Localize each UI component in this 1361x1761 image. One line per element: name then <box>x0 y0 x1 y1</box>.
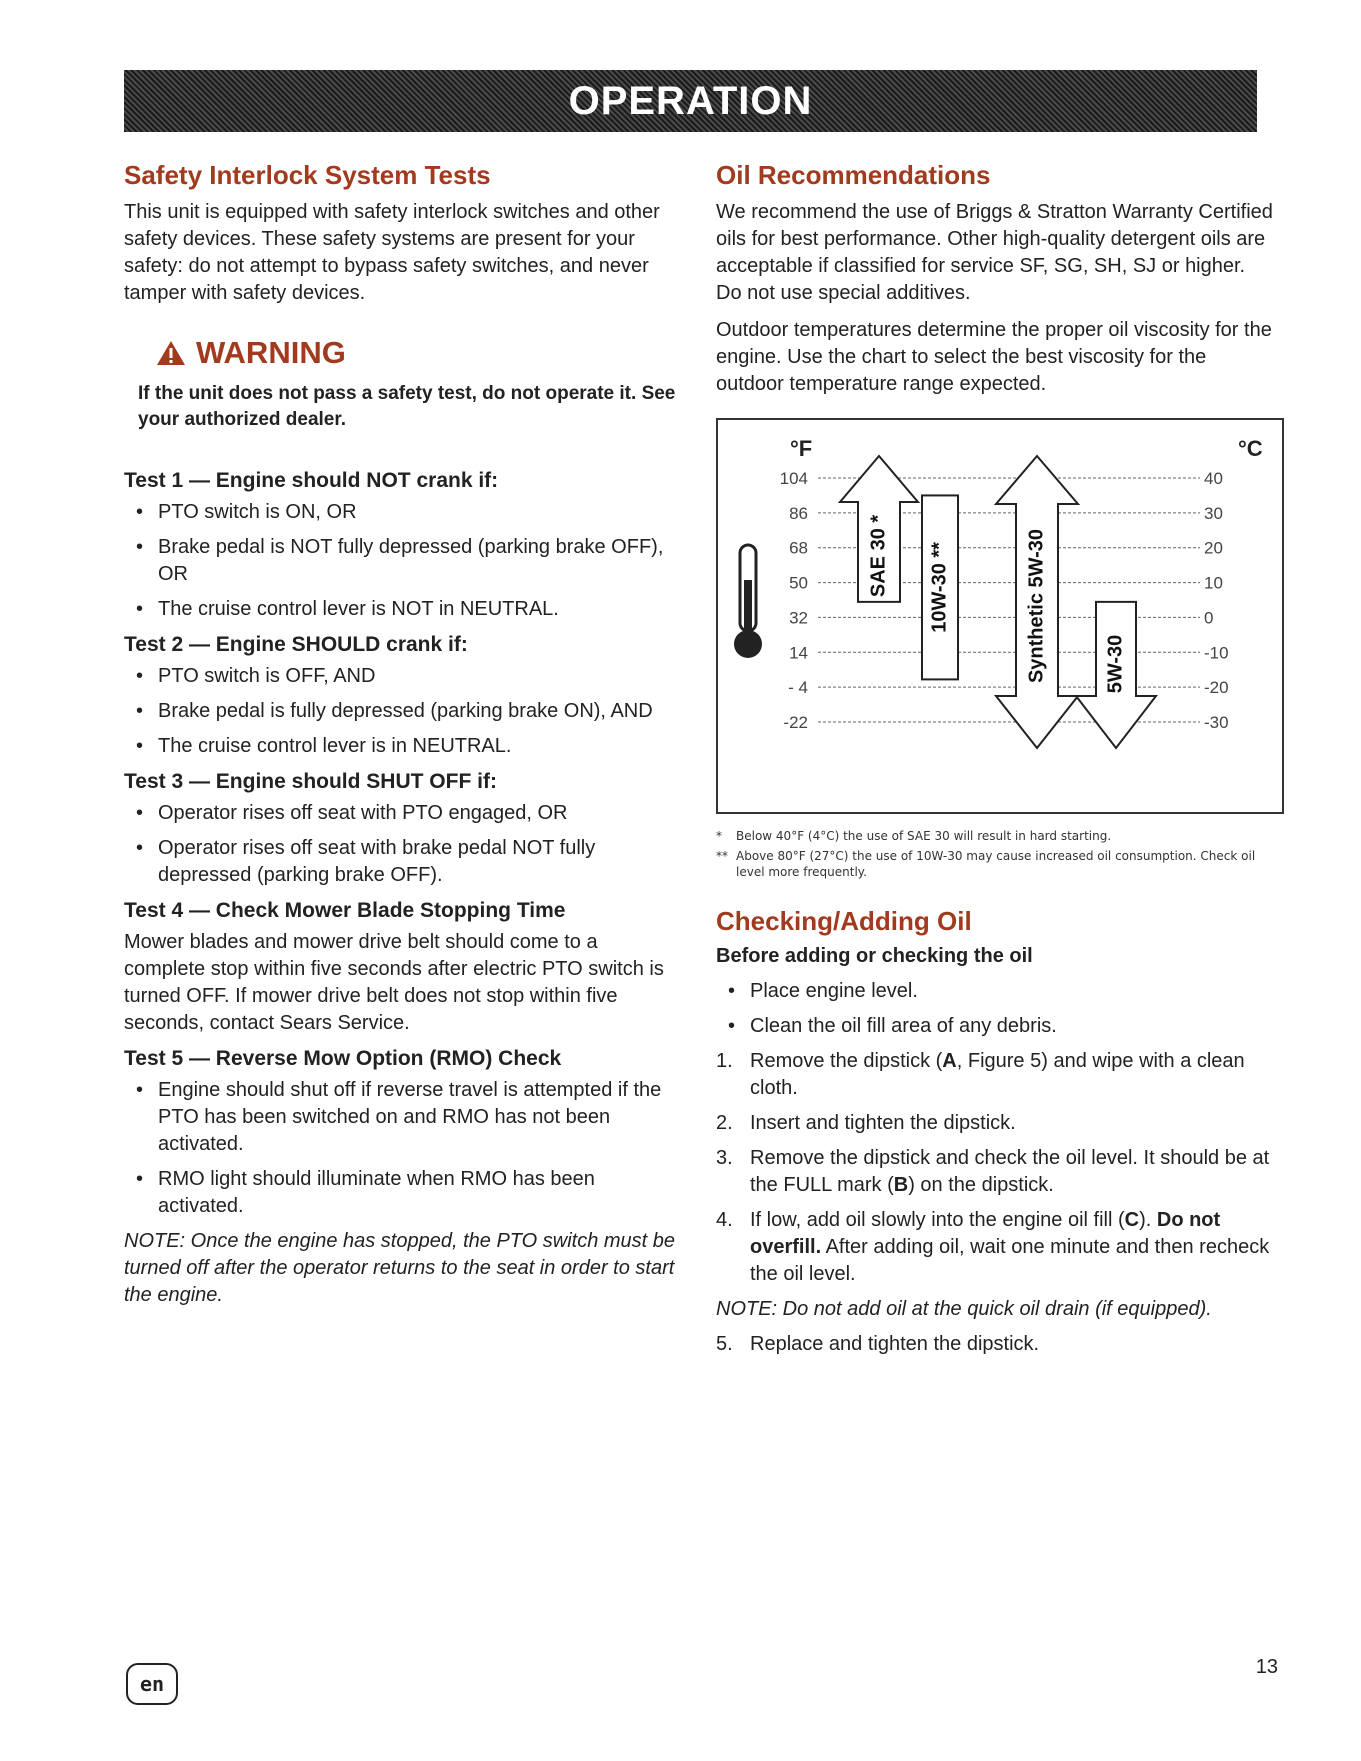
footnote-1-mark: * <box>716 829 722 843</box>
checking-steps-cont <box>716 1331 1276 1358</box>
step-emphasis: Do not overfill. <box>750 1209 1221 1258</box>
left-column <box>124 160 684 1309</box>
step-text: Remove the dipstick and check the oil level. It should be at the FULL mark ( <box>750 1147 1270 1196</box>
oil-viscosity-chart-svg <box>718 420 1282 812</box>
unit-left-label: °F <box>790 436 813 461</box>
f-tick-label: -22 <box>783 713 808 732</box>
checking-title: Checking/Adding Oil <box>716 906 972 936</box>
footnote-2-mark: ** <box>716 849 728 863</box>
c-tick-label: 10 <box>1204 573 1223 593</box>
list-item: • Operator rises off seat with PTO engaged, OR <box>124 800 684 827</box>
test3-heading: Test 3 — Engine should SHUT OFF if: <box>124 770 497 793</box>
test4-heading: Test 4 — Check Mower Blade Stopping Time <box>124 899 566 922</box>
list-item: • The cruise control lever is in NEUTRAL. <box>124 733 684 760</box>
step-number: 3. <box>716 1147 733 1169</box>
step-number: 2. <box>716 1112 733 1134</box>
step-text: If low, add oil slowly into the engine oil fill ( <box>750 1209 1125 1231</box>
page-number: 13 <box>1255 1656 1278 1678</box>
test4-body: Mower blades and mower drive belt should come to a complete stop within five seconds after electric PTO switch is turned OFF. If mower drive belt does not stop within five seconds, contact Sears Service. <box>124 931 664 1034</box>
c-tick-label: 0 <box>1204 608 1214 628</box>
step-text: After adding oil, wait one minute and then recheck the oil level. <box>750 1236 1270 1285</box>
step-2 <box>716 1110 1276 1137</box>
thermometer-bulb <box>734 630 762 658</box>
list-item: • RMO light should illuminate when RMO has been activated. <box>124 1166 684 1220</box>
c-tick-label: -10 <box>1204 643 1229 663</box>
series-label: SAE 30 * <box>867 514 890 598</box>
safety-note: NOTE: Once the engine has stopped, the PTO switch must be turned off after the operator returns to the seat in order to start the engine. <box>124 1230 676 1306</box>
checking-note: NOTE: Do not add oil at the quick oil drain (if equipped). <box>716 1298 1212 1320</box>
list-item: • Operator rises off seat with brake pedal NOT fully depressed (parking brake OFF). <box>124 835 684 889</box>
right-column <box>716 160 1276 1366</box>
language-badge: en <box>126 1663 178 1705</box>
f-tick-label: 32 <box>789 608 808 628</box>
warning-heading <box>156 335 684 371</box>
oil-viscosity-chart <box>716 418 1284 814</box>
c-tick-label: 30 <box>1204 503 1223 523</box>
list-item: • Clean the oil fill area of any debris. <box>716 1013 1276 1040</box>
thermometer-mercury <box>744 580 752 635</box>
test5-list <box>124 1077 684 1220</box>
series-label: 10W-30 ** <box>928 542 951 633</box>
list-item: • Place engine level. <box>716 978 1276 1005</box>
step-ref: C <box>1124 1209 1140 1231</box>
footnote-2 <box>716 848 1276 880</box>
test2-list <box>124 663 684 760</box>
step-text: , Figure 5) and wipe with a clean cloth. <box>750 1050 1245 1099</box>
test3-list <box>124 800 684 889</box>
warning-triangle-icon <box>156 340 186 366</box>
step-ref: A <box>942 1050 957 1072</box>
step-4 <box>716 1207 1276 1288</box>
step-text: Remove the dipstick ( <box>750 1050 943 1072</box>
step-ref: B <box>893 1174 909 1196</box>
oil-paragraph-2: Outdoor temperatures determine the proper oil viscosity for the engine. Use the chart to select the best viscosity for the outdoor temperature range expected. <box>716 319 1272 395</box>
c-tick-label: -20 <box>1204 678 1229 698</box>
list-item: • Engine should shut off if reverse travel is attempted if the PTO has been switched on and RMO has not been activated. <box>124 1077 684 1158</box>
checking-subhead: Before adding or checking the oil <box>716 945 1033 967</box>
oil-title: Oil Recommendations <box>716 160 991 190</box>
checking-steps <box>716 1048 1276 1288</box>
safety-intro: This unit is equipped with safety interlock switches and other safety devices. These safety systems are present for your safety: do not attempt to bypass safety switches, and never tamper with safety devices. <box>124 201 660 304</box>
step-text: ) on the dipstick. <box>908 1174 1054 1196</box>
step-number: 5. <box>716 1333 733 1355</box>
series-label: Synthetic 5W-30 <box>1025 528 1048 684</box>
list-item: • The cruise control lever is NOT in NEUTRAL. <box>124 596 684 623</box>
section-title: OPERATION <box>568 78 813 123</box>
test5-heading: Test 5 — Reverse Mow Option (RMO) Check <box>124 1047 562 1070</box>
f-tick-label: 14 <box>789 643 808 663</box>
step-text: Insert and tighten the dipstick. <box>750 1112 1016 1134</box>
c-tick-label: -30 <box>1204 713 1229 732</box>
step-number: 1. <box>716 1050 733 1072</box>
step-1 <box>716 1048 1276 1102</box>
f-tick-label: 104 <box>779 469 808 488</box>
step-text: ). <box>1139 1209 1157 1231</box>
footnote-1 <box>716 828 1276 844</box>
safety-title: Safety Interlock System Tests <box>124 160 491 190</box>
footnote-2-text: Above 80°F (27°C) the use of 10W-30 may cause increased oil consumption. Check oil level more frequently. <box>736 849 1256 879</box>
f-tick-label: 86 <box>789 503 808 523</box>
test1-list <box>124 499 684 623</box>
series-label: 5W-30 <box>1104 634 1127 694</box>
unit-right-label: °C <box>1238 436 1263 461</box>
list-item: • PTO switch is OFF, AND <box>124 663 684 690</box>
step-text: Replace and tighten the dipstick. <box>750 1333 1040 1355</box>
step-3 <box>716 1145 1276 1199</box>
f-tick-label: - 4 <box>788 678 808 698</box>
list-item: • PTO switch is ON, OR <box>124 499 684 526</box>
test1-heading: Test 1 — Engine should NOT crank if: <box>124 469 499 492</box>
warning-body: If the unit does not pass a safety test, do not operate it. See your authorized dealer. <box>138 383 676 430</box>
c-tick-label: 20 <box>1204 538 1223 558</box>
checking-bullets <box>716 978 1276 1040</box>
c-tick-label: 40 <box>1204 469 1223 488</box>
f-tick-label: 50 <box>789 573 808 593</box>
test2-heading: Test 2 — Engine SHOULD crank if: <box>124 633 468 656</box>
oil-paragraph-1: We recommend the use of Briggs & Stratton Warranty Certified oils for best performance. Other high-quality detergent oils are acceptable if classified for service SF, SG, SH, SJ or higher. Do not use special additives. <box>716 201 1273 304</box>
f-tick-label: 68 <box>789 538 808 558</box>
footnote-1-text: Below 40°F (4°C) the use of SAE 30 will result in hard starting. <box>736 829 1112 843</box>
step-number: 4. <box>716 1209 733 1231</box>
list-item: • Brake pedal is fully depressed (parking brake ON), AND <box>124 698 684 725</box>
section-header <box>124 70 1257 132</box>
step-5 <box>716 1331 1276 1358</box>
warning-title: WARNING <box>196 335 346 370</box>
list-item: • Brake pedal is NOT fully depressed (parking brake OFF), OR <box>124 534 684 588</box>
